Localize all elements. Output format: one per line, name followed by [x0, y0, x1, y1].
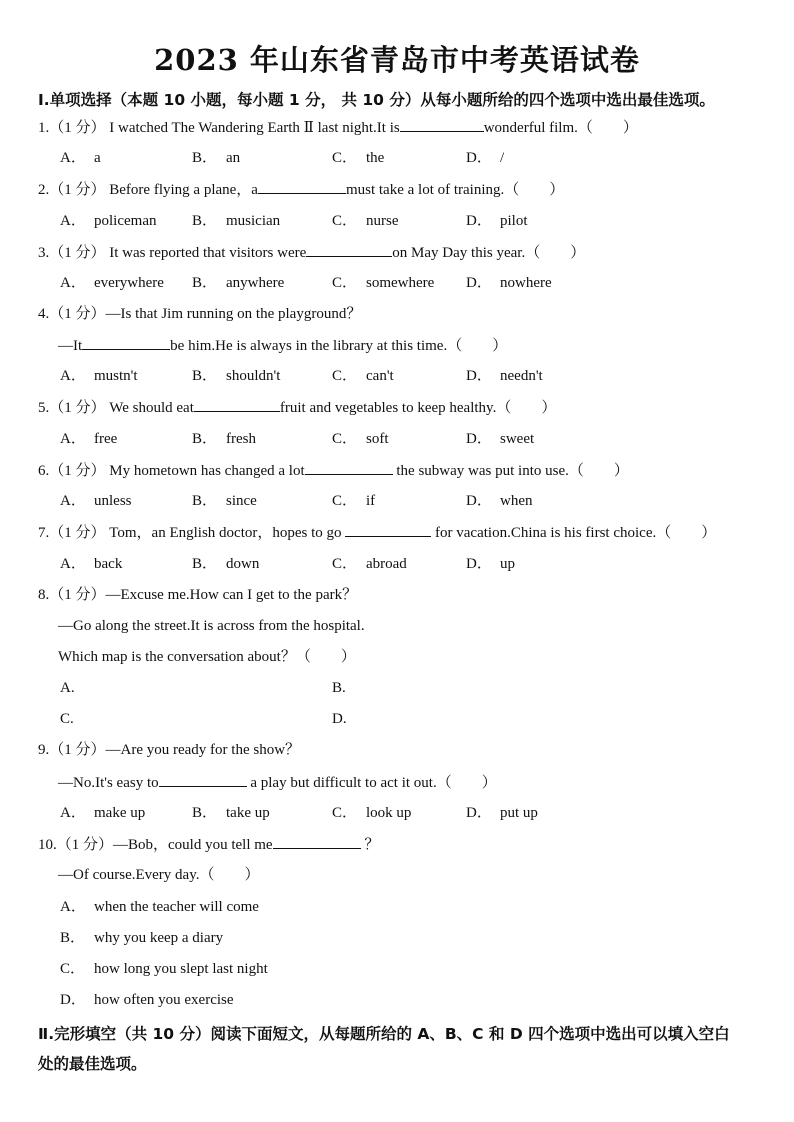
option-d: D． when	[466, 493, 533, 509]
question-number: 1.（1 分）	[38, 120, 106, 136]
option-c: C． how long you slept last night	[60, 961, 268, 977]
section-2-heading: Ⅱ.完形填空（共 10 分）阅读下面短文，从每题所给的 A、B、C 和 D 四个选项中选出可以填入空白	[38, 1025, 730, 1043]
option-d: D． sweet	[466, 431, 535, 447]
question-4-line-2	[58, 335, 507, 356]
question-text-end: must take a lot of training.（ ）	[345, 182, 565, 198]
section-2-heading-cont: 处的最佳选项。	[38, 1055, 147, 1073]
option-b: B． an	[192, 150, 241, 166]
option-d: D． up	[466, 556, 515, 572]
question-number: 8.（1 分）	[38, 587, 106, 603]
option-c: C． the	[332, 150, 385, 166]
answer-blank	[82, 335, 170, 350]
answer-blank	[273, 834, 361, 849]
option-b: B． shouldn't	[192, 368, 281, 384]
option-d: D． nowhere	[466, 275, 552, 291]
question-number: 4.（1 分）	[38, 306, 106, 322]
answer-blank	[194, 397, 280, 412]
option-c: C． soft	[332, 431, 389, 447]
option-c: C． look up	[332, 805, 412, 821]
option-a: A． a	[60, 150, 101, 166]
answer-blank	[345, 522, 431, 537]
option-b: B． since	[192, 493, 257, 509]
option-b: B． take up	[192, 805, 270, 821]
answer-blank	[159, 772, 247, 787]
question-text: —Are you ready for the show？	[105, 742, 301, 758]
option-b: B． down	[192, 556, 260, 572]
option-a: A． make up	[60, 805, 146, 821]
question-text-end: wonderful film.（ ）	[483, 120, 638, 136]
question-4	[38, 304, 361, 324]
question-text-end: be him.He is always in the library at this time.（ ）	[170, 338, 508, 354]
question-number: 5.（1 分）	[38, 400, 106, 416]
question-text-end: the subway was put into use.（ ）	[396, 463, 629, 479]
question-number: 3.（1 分）	[38, 245, 106, 261]
question-text: —Is that Jim running on the playground？	[105, 306, 362, 322]
option-b: B． why you keep a diary	[60, 930, 224, 946]
answer-blank	[400, 117, 484, 132]
option-a: A． unless	[60, 493, 132, 509]
option-b: B． anywhere	[192, 275, 285, 291]
question-number: 7.（1 分）	[38, 525, 106, 541]
question-6	[38, 460, 629, 481]
option-b: B． fresh	[192, 431, 256, 447]
question-10	[38, 834, 379, 855]
option-a: A． policeman	[60, 213, 157, 229]
option-c: C． abroad	[332, 556, 407, 572]
question-9	[38, 740, 300, 760]
question-5	[38, 397, 556, 418]
question-text: —No.It's easy to	[58, 775, 159, 791]
question-2	[38, 179, 564, 200]
question-text-end: on May Day this year.（ ）	[392, 245, 586, 261]
option-d: D． put up	[466, 805, 538, 821]
question-8	[38, 585, 357, 605]
option-a: A． everywhere	[60, 275, 164, 291]
question-3	[38, 242, 585, 263]
answer-blank	[305, 460, 393, 475]
exam-title: 2023 年山东省青岛市中考英语试卷	[154, 43, 640, 77]
option-a: A． back	[60, 556, 123, 572]
option-a: A． free	[60, 431, 118, 447]
option-d: D． needn't	[466, 368, 543, 384]
option-a: A.	[60, 680, 75, 696]
option-d: D． /	[466, 150, 505, 166]
question-7	[38, 522, 716, 543]
question-text-end: for vacation.China is his first choice.（ ）	[435, 525, 717, 541]
question-text: —It	[58, 338, 83, 354]
option-d: D.	[332, 711, 347, 727]
question-text: —Bob，could you tell me	[113, 837, 273, 853]
option-c: C． if	[332, 493, 376, 509]
question-text-end: ？	[364, 837, 380, 853]
section-1-heading: I.单项选择（本题 10 小题，每小题 1 分， 共 10 分）从每小题所给的四个选项中选出最佳选项。	[38, 91, 715, 109]
option-b: B.	[332, 680, 346, 696]
question-number: 10.（1 分）	[38, 837, 114, 853]
question-number: 9.（1 分）	[38, 742, 106, 758]
question-number: 6.（1 分）	[38, 463, 106, 479]
question-text: Tom，an English doctor，hopes to go	[109, 525, 342, 541]
question-text-end: fruit and vegetables to keep healthy.（ ）	[279, 400, 557, 416]
question-9-line-2	[58, 772, 497, 793]
question-8-line-2: —Go along the street.It is across from the hospital.	[58, 618, 365, 634]
question-text: My hometown has changed a lot	[109, 463, 305, 479]
question-1	[38, 117, 638, 138]
question-number: 2.（1 分）	[38, 182, 106, 198]
answer-blank	[306, 242, 392, 257]
question-10-line-2: —Of course.Every day.（ ）	[58, 867, 260, 883]
answer-blank	[258, 179, 346, 194]
option-c: C.	[60, 711, 74, 727]
option-a: A． when the teacher will come	[60, 899, 259, 915]
option-d: D． how often you exercise	[60, 992, 234, 1008]
option-c: C． can't	[332, 368, 394, 384]
question-text: It was reported that visitors were	[109, 245, 307, 261]
option-c: C． nurse	[332, 213, 399, 229]
question-text: We should eat	[109, 400, 194, 416]
question-text: —Excuse me.How can I get to the park？	[105, 587, 358, 603]
option-c: C． somewhere	[332, 275, 435, 291]
question-8-line-3: Which map is the conversation about？（ ）	[58, 649, 356, 665]
question-text-end: a play but difficult to act it out.（ ）	[250, 775, 497, 791]
option-d: D． pilot	[466, 213, 528, 229]
option-a: A． mustn't	[60, 368, 138, 384]
option-b: B． musician	[192, 213, 281, 229]
question-text: Before flying a plane，a	[109, 182, 258, 198]
question-text: I watched The Wandering Earth Ⅱ last night.It is	[109, 120, 400, 136]
